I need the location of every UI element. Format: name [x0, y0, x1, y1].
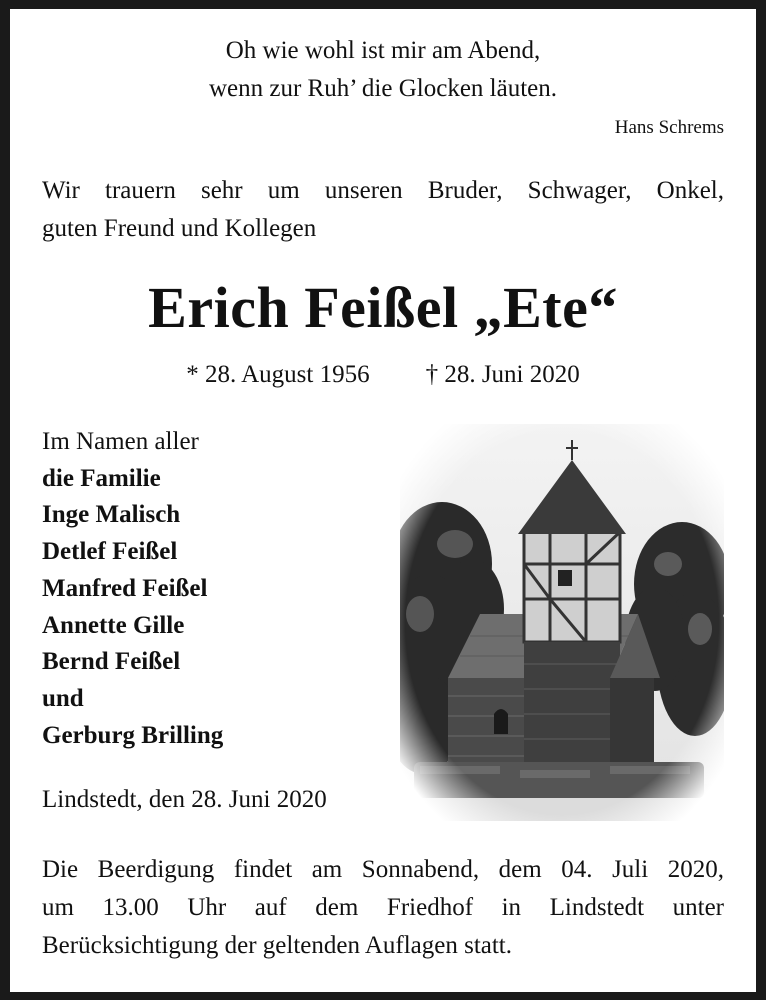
intro-text — [42, 172, 724, 248]
funeral-notice — [42, 851, 724, 965]
poem-author: Hans Schrems — [614, 117, 724, 138]
place-date: Lindstedt, den 28. Juni 2020 — [42, 786, 327, 813]
funeral-line-3: Berücksichtigung der geltenden Auflagen statt. — [42, 932, 513, 959]
poem — [0, 32, 766, 108]
mourner-name: die Familie — [42, 464, 161, 492]
mourner-name: Detlef Feißel — [42, 538, 178, 566]
funeral-line-1: Die Beerdigung findet am Sonnabend, dem 04. Juli 2020, — [42, 856, 724, 883]
mourners-list — [42, 424, 223, 754]
mourner-name: Bernd Feißel — [42, 648, 181, 676]
mourner-name: Inge Malisch — [42, 501, 181, 529]
poem-line-1: Oh wie wohl ist mir am Abend, — [225, 37, 541, 64]
poem-line-2: wenn zur Ruh’ die Glocken läuten. — [208, 75, 558, 102]
mourner-name: Manfred Feißel — [42, 574, 208, 602]
mourner-name: Annette Gille — [42, 611, 185, 639]
life-dates — [0, 361, 766, 389]
intro-line-1: Wir trauern sehr um unseren Bruder, Schwager, Onkel, — [42, 177, 724, 204]
death-date: † 28. Juni 2020 — [425, 361, 580, 388]
mourners-intro: Im Namen aller — [42, 428, 199, 455]
mourner-name: Gerburg Brilling — [42, 721, 224, 749]
church-photo — [400, 424, 724, 821]
mourner-name: und — [42, 684, 84, 712]
deceased-name: Erich Feißel „Ete“ — [148, 275, 618, 340]
funeral-line-2: um 13.00 Uhr auf dem Friedhof in Lindstedt unter — [42, 894, 724, 921]
birth-date: * 28. August 1956 — [186, 361, 370, 388]
intro-line-2: guten Freund und Kollegen — [42, 215, 317, 242]
